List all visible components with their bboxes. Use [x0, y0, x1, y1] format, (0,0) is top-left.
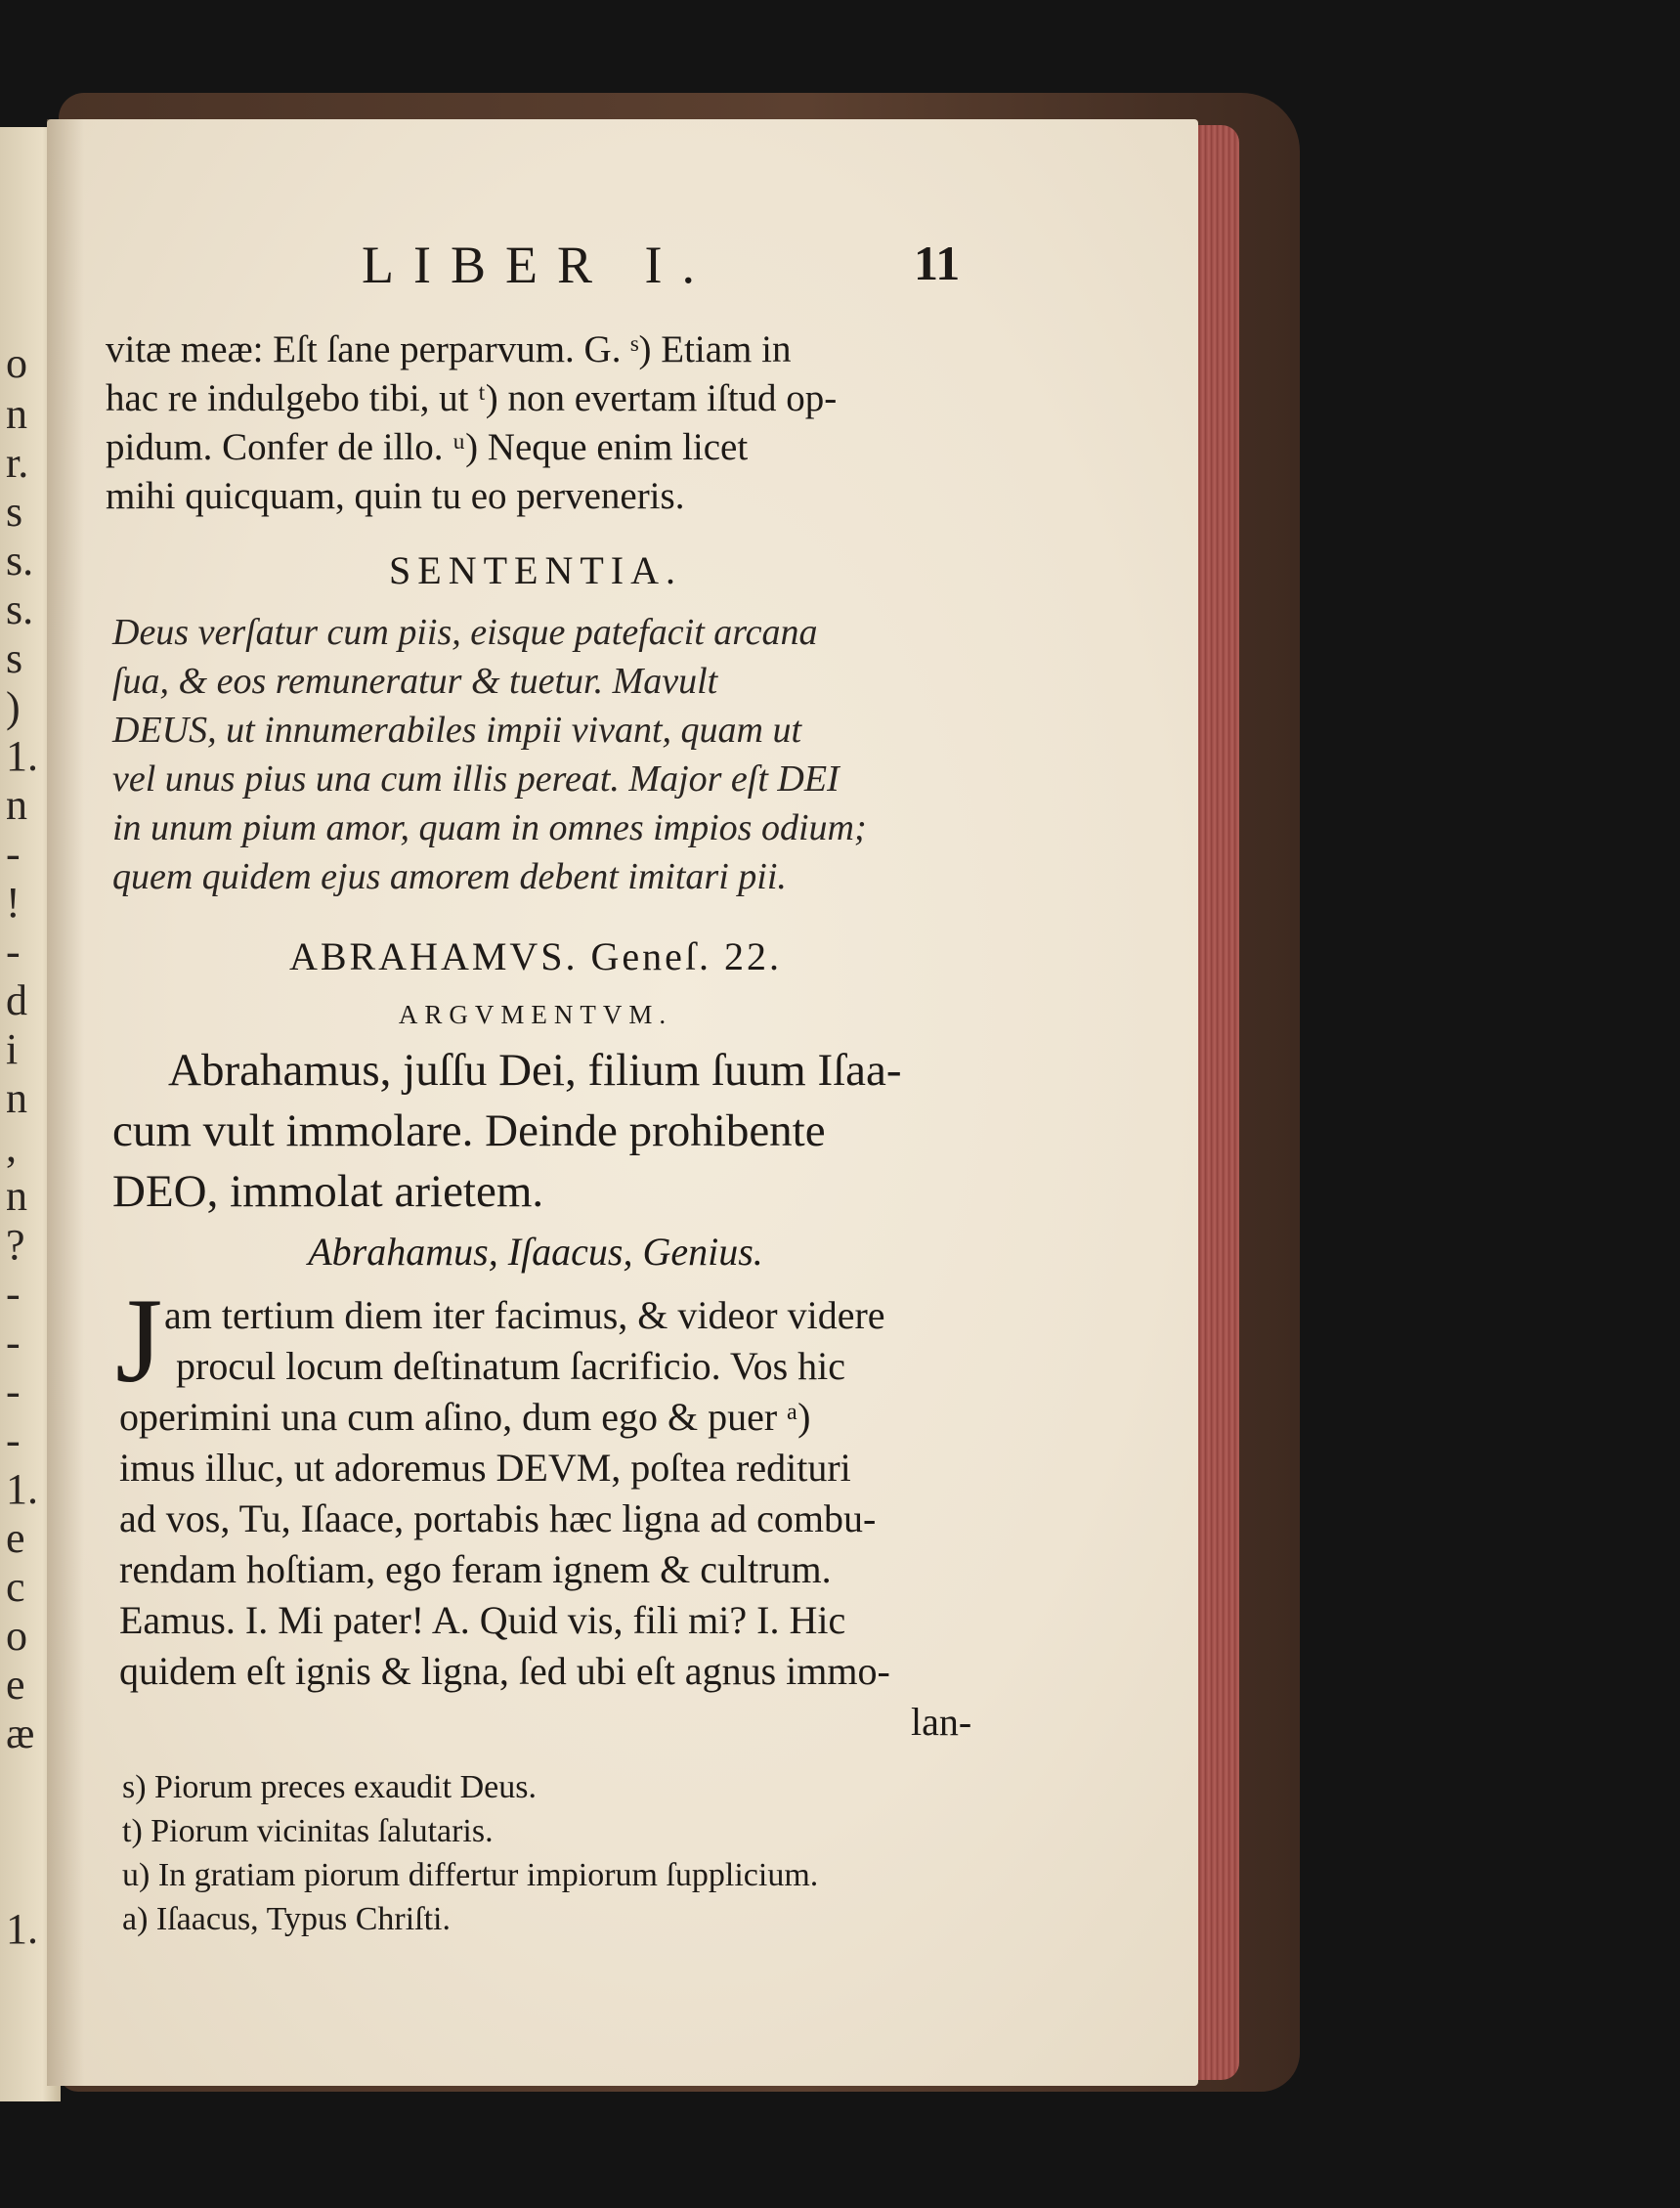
left-glyph: , — [6, 1123, 17, 1171]
left-glyph: n — [6, 1172, 27, 1220]
left-glyph: - — [6, 1367, 21, 1415]
argument-line: DEO, immolat arietem. — [112, 1166, 544, 1217]
left-glyph: 1. — [6, 732, 38, 780]
footnote: s) Piorum preces exaudit Deus. — [122, 1769, 537, 1805]
left-glyph: 1. — [6, 1905, 38, 1953]
left-glyph: - — [6, 1416, 21, 1464]
body-line: pidum. Confer de illo. ᵘ) Neque enim licet — [106, 426, 749, 468]
left-glyph: æ — [6, 1710, 35, 1757]
dialogue-line: Eamus. I. Mi pater! A. Quid vis, fili mi? I. Hic — [119, 1598, 846, 1642]
left-glyph: c — [6, 1563, 25, 1611]
sententia-line: in unum pium amor, quam in omnes impios odium; — [112, 807, 867, 848]
left-glyph: i — [6, 1025, 19, 1073]
section-heading: ABRAHAMVS. Geneſ. 22. — [288, 934, 783, 978]
page-gutter-shadow — [47, 119, 84, 2086]
sententia-line: Deus verſatur cum piis, eisque patefacit arcana — [112, 612, 818, 653]
left-glyph: s — [6, 634, 23, 682]
left-glyph: - — [6, 928, 21, 975]
left-glyph: 1. — [6, 1465, 38, 1513]
dialogue-line: quidem eſt ignis & ligna, ſed ubi eſt agnus immo- — [119, 1649, 890, 1693]
argument-line: Abrahamus, juſſu Dei, filium ſuum Iſaa- — [168, 1045, 902, 1096]
footnote: u) In gratiam piorum differtur impiorum ſupplicium. — [122, 1857, 819, 1893]
sententia-heading: SENTENTIA. — [389, 548, 682, 592]
left-glyph: s. — [6, 585, 34, 633]
dialogue-line: procul locum deſtinatum ſacrificio. Vos hic — [176, 1344, 846, 1388]
dialogue-line: am tertium diem iter facimus, & videor videre — [164, 1293, 885, 1337]
page-number: 11 — [914, 236, 961, 290]
left-glyph: o — [6, 1612, 27, 1660]
dialogue-line: imus illuc, ut adoremus DEVM, poſtea redituri — [119, 1446, 851, 1490]
catchword: lan- — [911, 1700, 972, 1744]
sententia-line: ſua, & eos remuneratur & tuetur. Mavult — [112, 661, 718, 702]
dialogue-line: operimini una cum aſino, dum ego & puer ᵃ) — [119, 1395, 811, 1439]
left-glyph: r. — [6, 439, 29, 487]
left-glyph: n — [6, 1074, 27, 1122]
sententia-line: vel unus pius una cum illis pereat. Major eſt DEI — [112, 758, 840, 800]
left-glyph: - — [6, 1319, 21, 1366]
footnote: t) Piorum vicinitas ſalutaris. — [122, 1813, 494, 1849]
footnote: a) Iſaacus, Typus Chriſti. — [122, 1901, 451, 1937]
dialogue-line: rendam hoſtiam, ego feram ignem & cultrum. — [119, 1547, 832, 1591]
body-line: vitæ meæ: Eſt ſane perparvum. G. ˢ) Etiam in — [106, 328, 792, 370]
left-glyph: n — [6, 781, 27, 829]
left-glyph: s — [6, 488, 23, 536]
left-glyph: ! — [6, 879, 21, 927]
left-glyph: n — [6, 390, 27, 438]
dramatis-personae: Abrahamus, Iſaacus, Genius. — [308, 1230, 763, 1274]
left-glyph: - — [6, 830, 21, 878]
argument-line: cum vult immolare. Deinde prohibente — [112, 1105, 826, 1156]
left-glyph: e — [6, 1514, 25, 1562]
body-line: hac re indulgebo tibi, ut ᵗ) non evertam iſtud op- — [106, 377, 838, 419]
left-glyph: - — [6, 1270, 21, 1318]
left-glyph: s. — [6, 537, 34, 584]
left-glyph: d — [6, 976, 27, 1024]
dialogue-line: ad vos, Tu, Iſaace, portabis hæc ligna ad combu- — [119, 1496, 877, 1540]
drop-cap: J — [115, 1274, 163, 1407]
running-title: LIBER I. — [362, 236, 714, 294]
left-glyph: ? — [6, 1221, 25, 1269]
sententia-line: DEUS, ut innumerabiles impii vivant, quam ut — [112, 710, 802, 751]
body-line: mihi quicquam, quin tu eo perveneris. — [106, 475, 685, 517]
argument-label: ARGVMENTVM. — [398, 1000, 673, 1029]
left-glyph: o — [6, 339, 27, 387]
left-glyph: ) — [6, 683, 21, 731]
left-glyph: e — [6, 1661, 25, 1709]
sententia-line: quem quidem ejus amorem debent imitari pii. — [112, 856, 787, 897]
